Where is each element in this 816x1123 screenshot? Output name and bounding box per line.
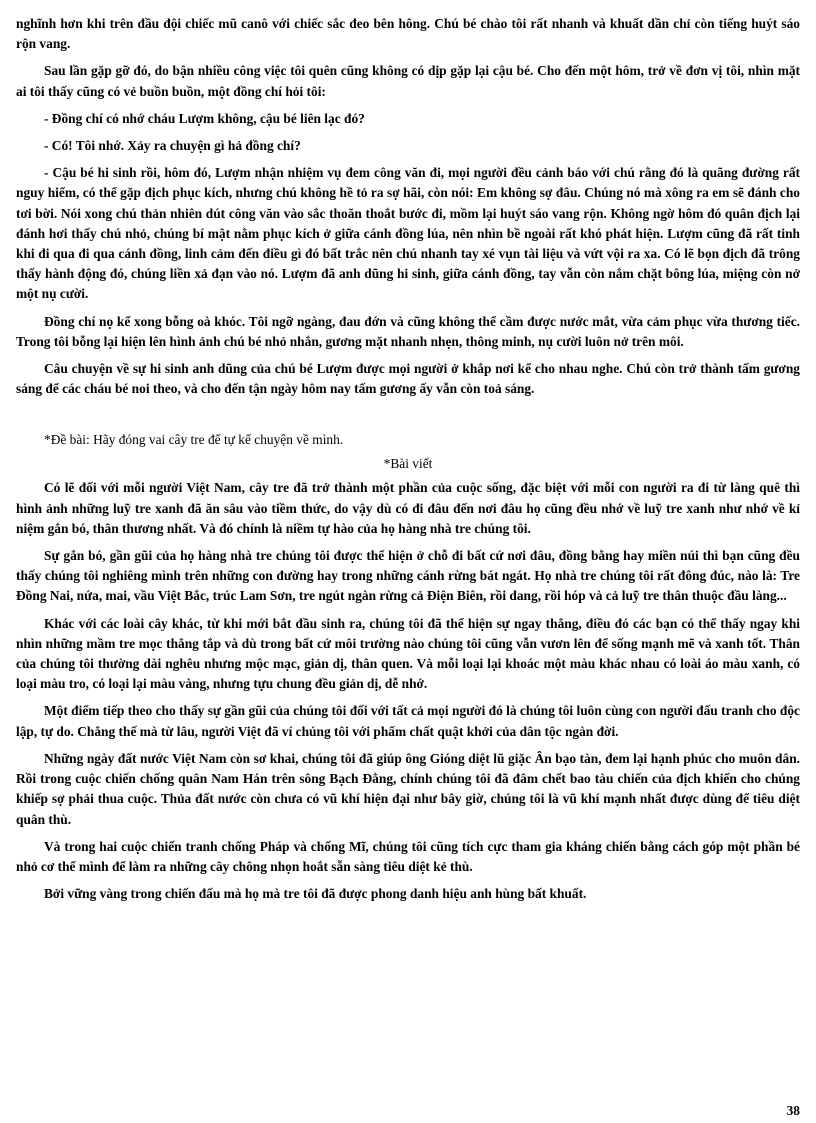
section-spacer xyxy=(16,406,800,430)
page-number: 38 xyxy=(786,1103,800,1118)
story-dialogue-2: - Có! Tôi nhớ. Xảy ra chuyện gì hả đồng chí? xyxy=(44,138,301,154)
essay-paragraph-3: Khác với các loài cây khác, từ khi mới bắt đầu sinh ra, chúng tôi đã thể hiện sự ngay thẳng, điều đó các bạn có thể thấy ngay khi nhìn những mầm tre mọc thẳng tắp và dù trong bất cứ môi trường nào chúng tôi cũng vẫn vươn lên để sống mạnh mẽ và xanh tốt. Thân của chúng tôi thường dài nghêu nhưng mộc mạc, giản dị, thân quen. Và mỗi loại lại khoác một màu khác nhau có loài áo màu xanh, có loại màu tro, có loại lại màu vàng, nhưng tựu chung đều giản dị, dễ nhớ. xyxy=(16,615,800,692)
story-paragraph-4: Câu chuyện về sự hi sinh anh dũng của chú bé Lượm được mọi người ở khắp nơi kể cho nhau nghe. Chú còn trở thành tấm gương sáng để các cháu bé noi theo, và cho đến tận ngày hôm nay tấm gương ấy vẫn còn toả sáng. xyxy=(16,361,800,397)
story-paragraph-2: Sau lần gặp gỡ đó, do bận nhiều công việc tôi quên cũng không có dịp gặp lại cậu bé. Cho đến một hôm, trở về đơn vị tôi, nhìn mặt ai tôi thấy cũng có vẻ buồn buồn, một đồng chí hỏi tôi: xyxy=(16,63,800,99)
essay-paragraph-2: Sự gắn bó, gần gũi của họ hàng nhà tre chúng tôi được thể hiện ở chỗ đi bất cứ nơi đâu, đồng bằng hay miền núi thì bạn cũng đều thấy chúng tôi nghiêng mình trên những con đường hay trong những cánh rừng bát ngát. Họ nhà tre chúng tôi rất đông đúc, nào là: Tre Đồng Nai, nứa, mai, vầu Việt Bắc, trúc Lam Sơn, tre ngút ngàn rừng cả Điện Biên, rồi dang, rồi hóp và cả luỹ tre thân thuộc đầu làng... xyxy=(16,548,800,604)
story-paragraph-1: nghĩnh hơn khi trên đầu đội chiếc mũ canô với chiếc sắc đeo bên hông. Chú bé chào tôi rất nhanh và khuất dần chỉ còn tiếng huýt sáo rộn vang. xyxy=(16,16,800,52)
story-dialogue-1: - Đồng chí có nhớ cháu Lượm không, cậu bé liên lạc đó? xyxy=(44,110,365,126)
story-paragraph-3: Đồng chí nọ kể xong bỗng oà khóc. Tôi ngỡ ngàng, đau đớn và cũng không thể cầm được nước mắt, vừa cảm phục vừa thương tiếc. Trong tôi bỗng lại hiện lên hình ảnh chú bé nhỏ nhắn, gương mặt nhanh nhẹn, thông minh, nụ cười luôn nở trên môi. xyxy=(16,313,800,349)
essay-heading: *Bài viết xyxy=(383,456,433,472)
essay-paragraph-4: Một điểm tiếp theo cho thấy sự gần gũi của chúng tôi đối với tất cả mọi người đó là chúng tôi luôn cùng con người đấu tranh cho độc lập, tự do. Chẳng thế mà từ lâu, người Việt đã ví chúng tôi với phẩm chất quật khởi của dân tộc ngàn đời. xyxy=(16,703,800,739)
essay-paragraph-1: Có lẽ đối với mỗi người Việt Nam, cây tre đã trở thành một phần của cuộc sống, đặc biệt với mỗi con người ra đi từ làng quê thì hình ảnh những luỹ tre xanh đã ăn sâu vào tiềm thức, do vậy dù có đi đâu đến nơi đâu họ cũng đều nhớ về luỹ tre xanh như nhớ về kỉ niệm gắn bó, thân thương nhất. Và đó chính là niềm tự hào của họ hàng nhà tre chúng tôi. xyxy=(16,480,800,536)
essay-topic: *Đề bài: Hãy đóng vai cây tre để tự kể chuyện về mình. xyxy=(44,432,344,448)
essay-paragraph-6: Và trong hai cuộc chiến tranh chống Pháp và chống Mĩ, chúng tôi cũng tích cực tham gia kháng chiến bằng cách góp một phần bé nhỏ cơ thể mình để làm ra những cây chông nhọn hoắt sẵn sàng tiêu diệt kẻ thù. xyxy=(16,838,800,874)
essay-paragraph-7: Bởi vững vàng trong chiến đấu mà họ mà tre tôi đã được phong danh hiệu anh hùng bất khuất. xyxy=(44,886,587,902)
story-dialogue-3: - Cậu bé hi sinh rồi, hôm đó, Lượm nhận nhiệm vụ đem công văn đi, mọi người đều cảnh báo với chú rằng đó là quãng đường rất nguy hiểm, có thể gặp địch phục kích, nhưng chú không hề tỏ ra sợ hãi, còn nói: Em không sợ đâu. Chúng nó mà xông ra em sẽ đánh cho tơi bời. Nói xong chú thản nhiên dút công văn vào sắc thoăn thoắt bước đi, mồm lại huýt sáo vang rộn. Không ngờ hôm đó quân địch lại đánh hơi thấy chú nhỏ, chúng bí mật nằm phục kích ở giữa cánh đồng lúa, nên nhìn bề ngoài rất khó phát hiện. Lượm cũng đã rất tinh khi đi qua đi qua cánh đồng, linh cảm đến điều gì đó bất trắc nên chú nhanh tay xé vụn tài liệu và vứt vội ra xa. Có lẽ bọn địch đã trông thấy hành động đó, chúng liền xả đạn vào nó. Lượm đã anh dũng hi sinh, giữa cánh đồng, tay vẫn còn nắm chặt bông lúa, miệng còn nở một nụ cười. xyxy=(16,165,800,302)
document-page xyxy=(16,14,800,911)
essay-paragraph-5: Những ngày đất nước Việt Nam còn sơ khai, chúng tôi đã giúp ông Gióng diệt lũ giặc Ân bạo tàn, đem lại hạnh phúc cho muôn dân. Rồi trong cuộc chiến chống quân Nam Hán trên sông Bạch Đằng, chính chúng tôi đã đâm chết bao tàu chiến của địch khiến cho chúng khiếp sợ phải thua cuộc. Thủa đất nước còn chưa có vũ khí hiện đại như bây giờ, chúng tôi là vũ khí mạnh nhất được dùng để tiêu diệt quân thù. xyxy=(16,750,800,827)
